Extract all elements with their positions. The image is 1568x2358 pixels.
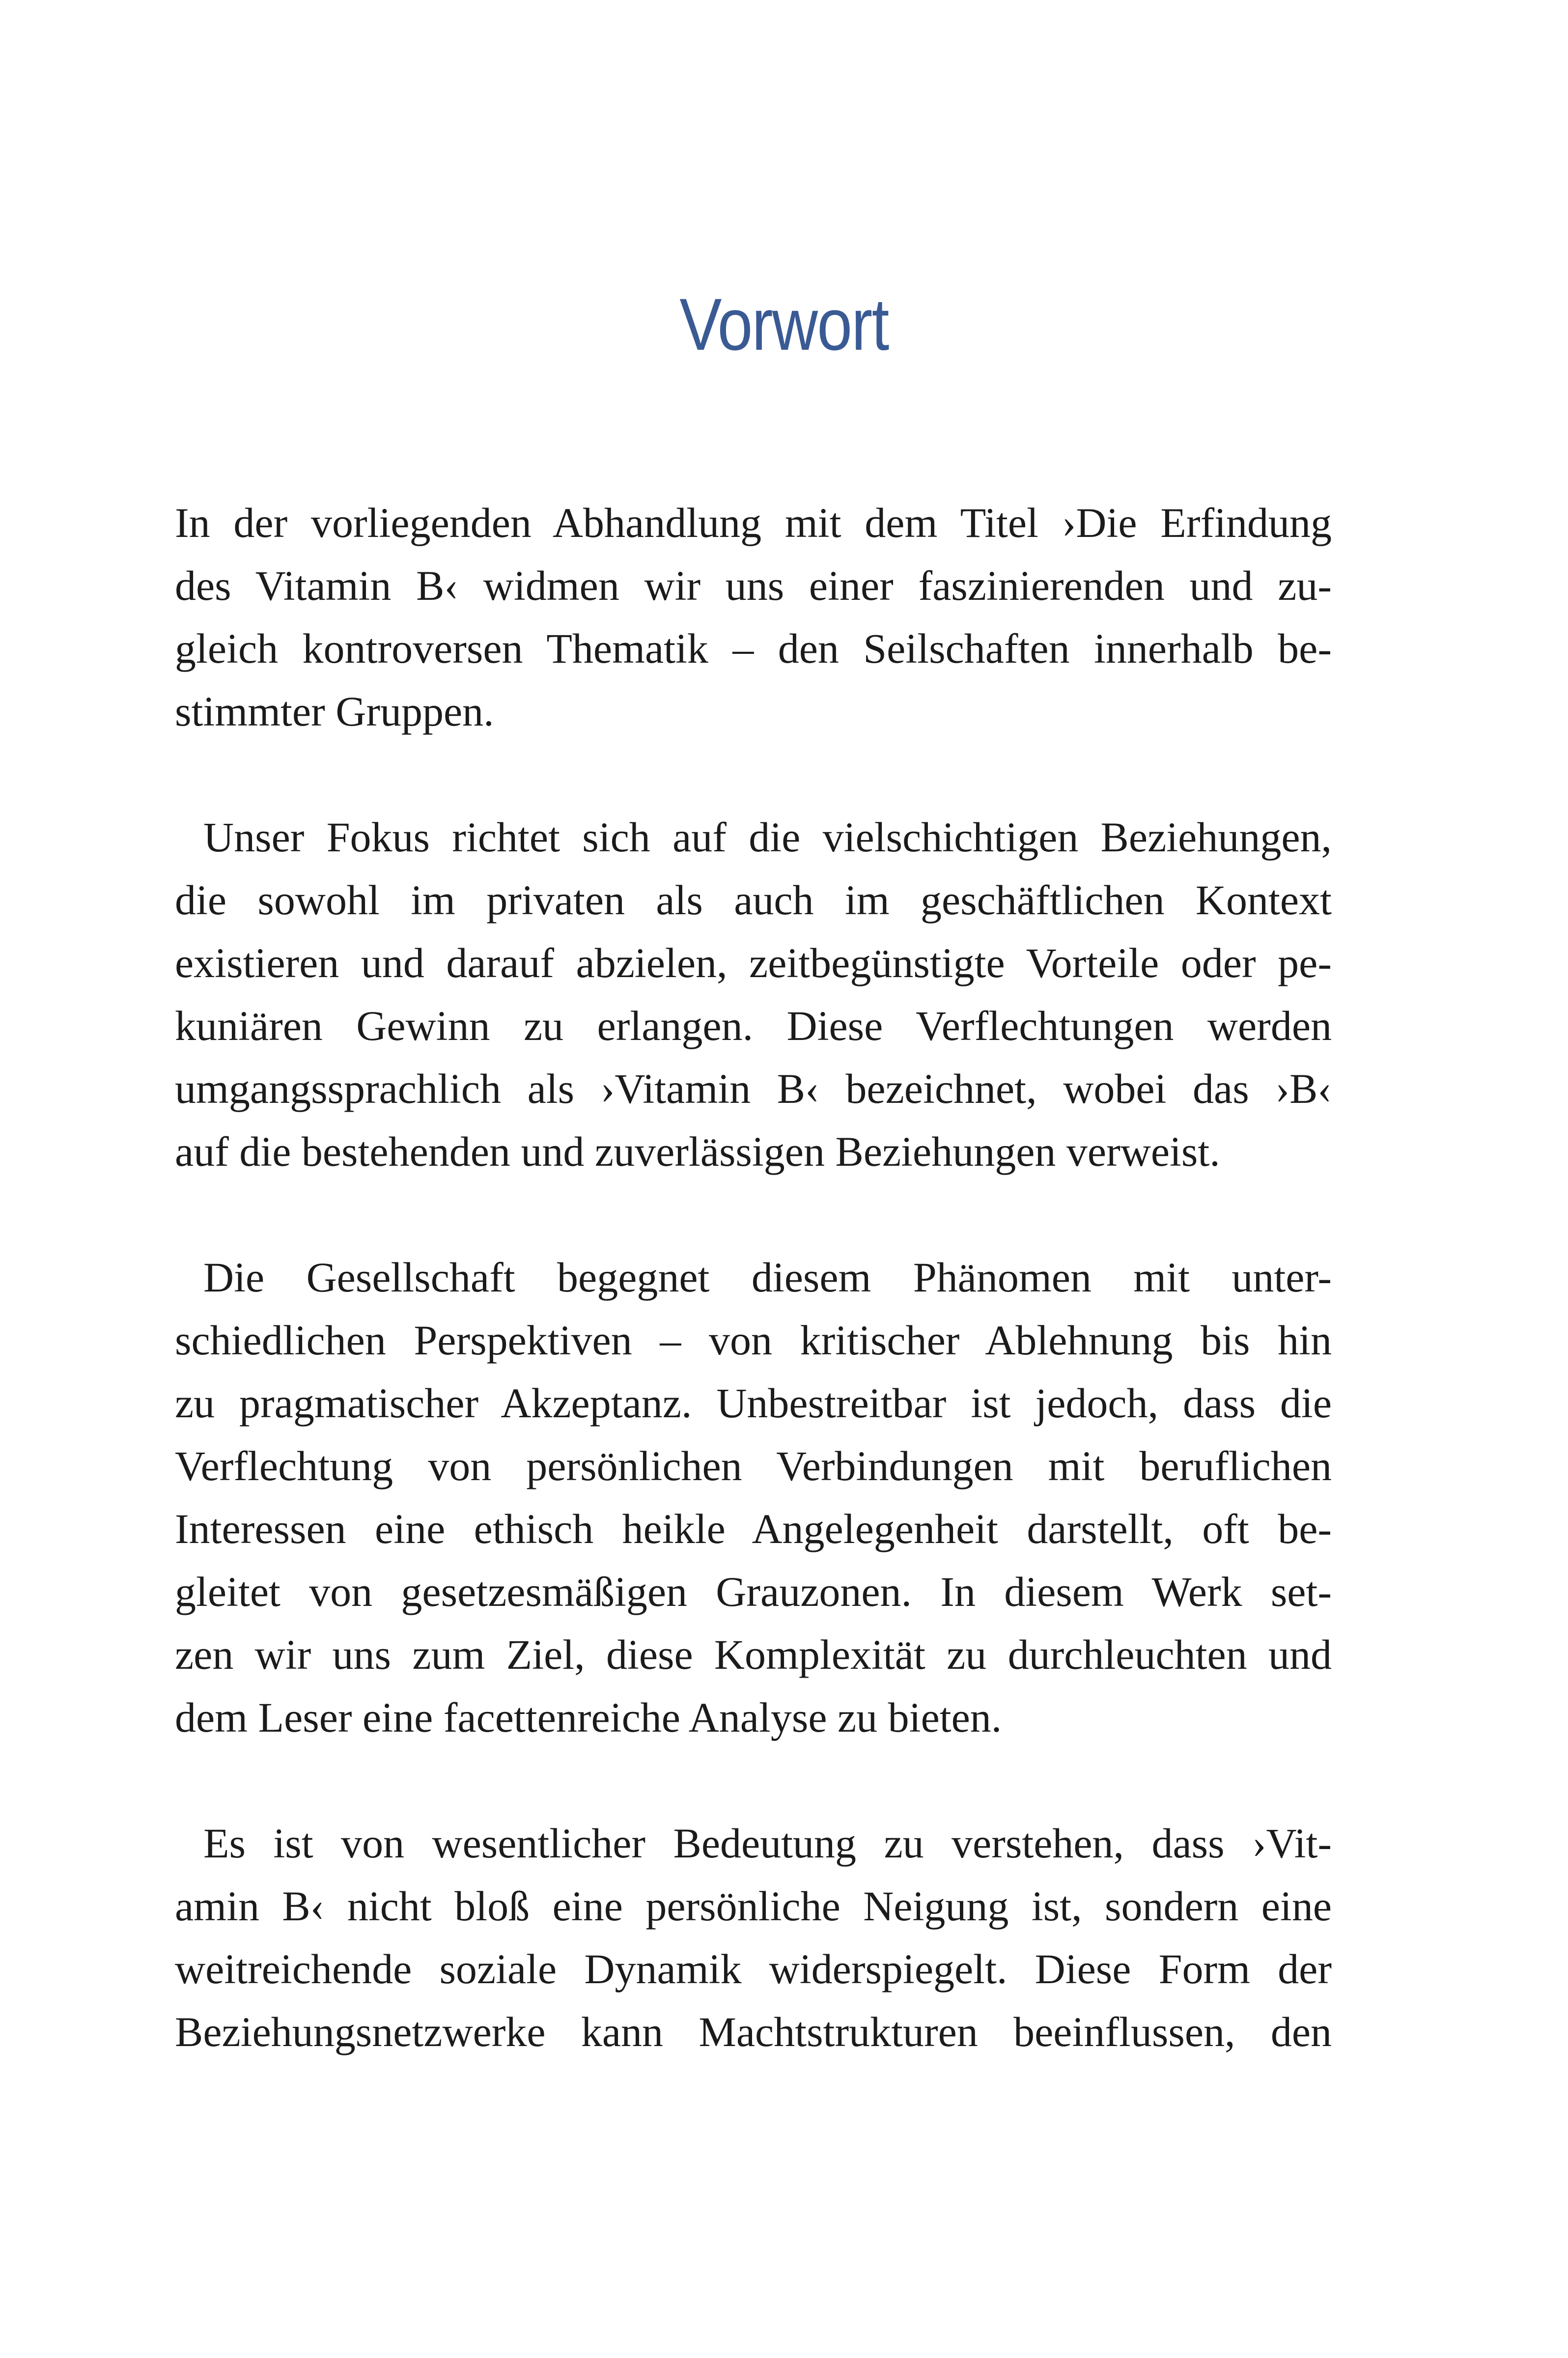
text-line: zu pragmatischer Akzeptanz. Unbestreitbar ist jedoch, dass die	[175, 1379, 1332, 1427]
text-line: die sowohl im privaten als auch im geschäftlichen Kontext	[175, 876, 1332, 924]
text-line: Beziehungsnetzwerke kann Machtstrukturen beeinflussen, den	[175, 2008, 1332, 2055]
text-line: In der vorliegenden Abhandlung mit dem Titel ›Die Erfindung	[175, 499, 1332, 546]
chapter-title: Vorwort	[679, 283, 889, 365]
text-line: umgangssprachlich als ›Vitamin B‹ bezeichnet, wobei das ›B‹	[175, 1065, 1332, 1112]
text-line: Interessen eine ethisch heikle Angelegenheit darstellt, oft be-	[175, 1505, 1332, 1552]
text-line: existieren und darauf abzielen, zeitbegünstigte Vorteile oder pe-	[175, 939, 1332, 986]
text-line: Die Gesellschaft begegnet diesem Phänomen mit unter-	[203, 1254, 1332, 1301]
text-line: stimmter Gruppen.	[175, 688, 494, 735]
text-line: Verflechtung von persönlichen Verbindungen mit beruflichen	[175, 1442, 1332, 1489]
paragraph-1	[175, 491, 1332, 743]
text-line: gleich kontroversen Thematik – den Seilschaften innerhalb be-	[175, 625, 1332, 672]
paragraph-3	[175, 1246, 1332, 1749]
paragraph-2	[175, 806, 1332, 1183]
text-line: schiedlichen Perspektiven – von kritischer Ablehnung bis hin	[175, 1317, 1332, 1364]
text-line: Unser Fokus richtet sich auf die vielschichtigen Beziehungen,	[203, 814, 1332, 861]
paragraph-4	[175, 1812, 1332, 2063]
text-line: zen wir uns zum Ziel, diese Komplexität zu durchleuchten und	[175, 1631, 1332, 1678]
text-line: weitreichende soziale Dynamik widerspiegelt. Diese Form der	[175, 1945, 1332, 1993]
text-line: kuniären Gewinn zu erlangen. Diese Verflechtungen werden	[175, 1002, 1332, 1049]
text-line: des Vitamin B‹ widmen wir uns einer faszinierenden und zu-	[175, 562, 1332, 609]
text-line: amin B‹ nicht bloß eine persönliche Neigung ist, sondern eine	[175, 1882, 1332, 1930]
text-line: dem Leser eine facettenreiche Analyse zu bieten.	[175, 1694, 1002, 1741]
body-text	[175, 491, 1332, 2126]
text-line: gleitet von gesetzesmäßigen Grauzonen. In diesem Werk set-	[175, 1568, 1332, 1615]
text-line: auf die bestehenden und zuverlässigen Beziehungen verweist.	[175, 1128, 1220, 1175]
text-line: Es ist von wesentlicher Bedeutung zu verstehen, dass ›Vit-	[203, 1820, 1332, 1867]
